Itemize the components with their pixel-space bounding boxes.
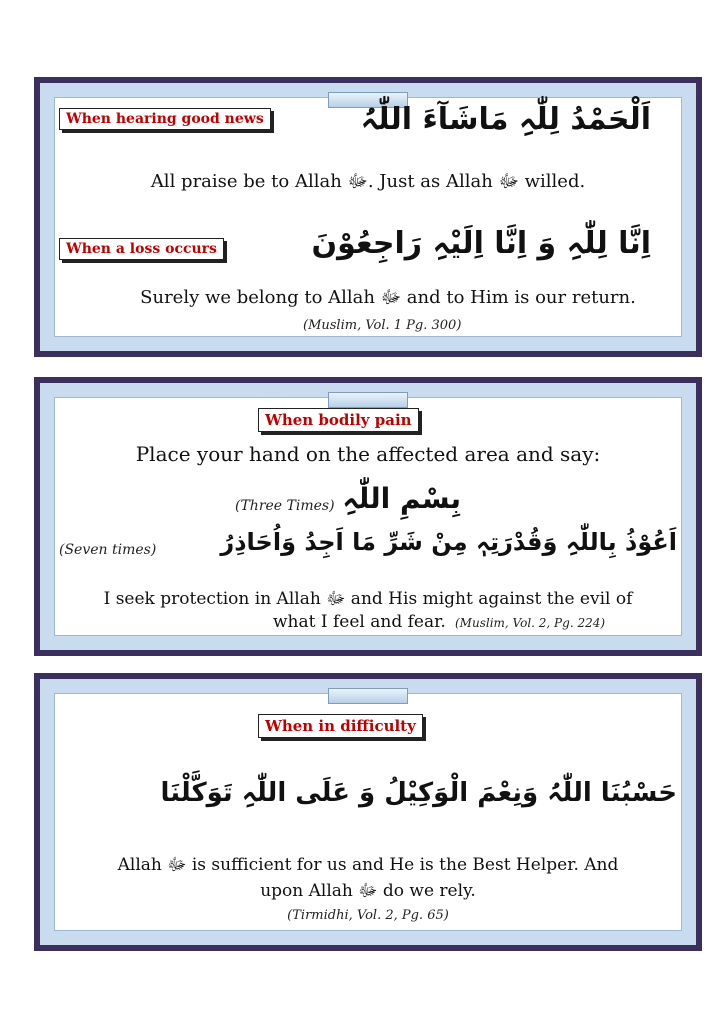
three-times-note: (Three Times) [235,498,335,514]
english-line-2: upon Allah ﷻ do we rely. [260,881,476,901]
arabic-dua: اَعُوْذُ بِاللّٰہِ وَقُدْرَتِہٖ مِنْ شَرِّ مَا اَجِدُ وَاُحَاذِرُ [220,528,677,556]
reference: (Tirmidhi, Vol. 2, Pg. 65) [287,908,449,923]
english-line-1: Allah ﷻ is sufficient for us and He is the Best Helper. And [117,855,619,875]
reference: (Muslim, Vol. 2, Pg. 224) [455,616,606,630]
arabic-loss: اِنَّا لِلّٰہِ وَ اِنَّا اِلَیْہِ رَاجِعُوْنَ [311,226,651,261]
label-loss: When a loss occurs [59,238,224,260]
card-difficulty [34,673,702,951]
english-good-news: All praise be to Allah ﷻ. Just as Allah ﷻ willed. [150,171,586,192]
card-bodily-pain [34,377,702,656]
reference: (Muslim, Vol. 1 Pg. 300) [303,318,462,333]
label-good-news: When hearing good news [59,108,271,130]
instruction-text: Place your hand on the affected area and say: [135,442,601,466]
label-difficulty: When in difficulty [258,714,423,738]
arabic-hasbunallah: حَسْبُنَا اللّٰہُ وَنِعْمَ الْوَکِیْلُ وَ عَلَی اللّٰہِ تَوَکَّلْنَا [160,778,677,808]
card-tab [328,688,408,704]
english-line-2: what I feel and fear. [273,612,446,632]
card-content [54,97,682,337]
arabic-bismillah: بِسْمِ اللّٰہِ [342,482,461,515]
card-good-news-loss [34,77,702,357]
arabic-good-news: اَلْحَمْدُ لِلّٰہِ مَاشَآءَ اللّٰہُ [360,102,651,137]
seven-times-note: (Seven times) [59,542,157,558]
card-tab [328,392,408,408]
english-loss: Surely we belong to Allah ﷻ and to Him is our return. [140,287,636,308]
label-bodily-pain: When bodily pain [258,408,419,432]
english-line-1: I seek protection in Allah ﷻ and His might against the evil of [103,589,633,609]
card-content [54,397,682,636]
card-content [54,693,682,931]
